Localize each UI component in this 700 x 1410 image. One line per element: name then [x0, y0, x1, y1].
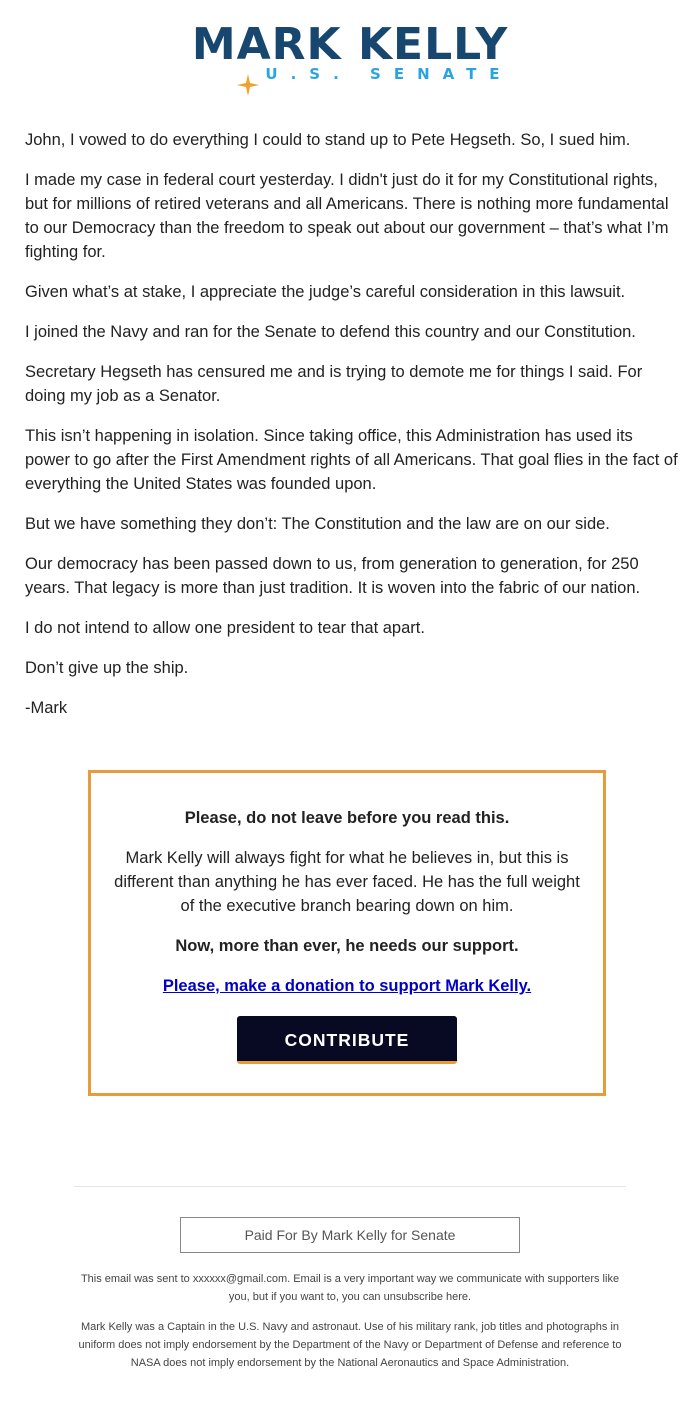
footer-divider — [74, 1186, 626, 1187]
star-icon — [237, 74, 259, 96]
letter-paragraph: Don’t give up the ship. — [25, 659, 189, 677]
endorsement-disclaimer: Mark Kelly was a Captain in the U.S. Navy and astronaut. Use of his military rank, job titles and photographs in uniform does not imply endorsement by the Department of the Navy or Department of Defense and reference to NASA does not imply endorsement by the National Aeronautics and Space Administration. — [78, 1321, 622, 1369]
email-notice-prefix: This email was sent to — [80, 1273, 193, 1285]
callout-paragraph: Mark Kelly will always fight for what he believes in, but this is different than anything he has ever faced. He has the full weight of the executive branch bearing down on him. — [114, 849, 580, 915]
letter-paragraph: Secretary Hegseth has censured me and is trying to demote me for things I said. For doing my job as a Senator. — [25, 363, 643, 405]
paid-for-disclaimer: Paid For By Mark Kelly for Senate — [180, 1217, 520, 1253]
callout-headline: Please, do not leave before you read this. — [184, 809, 510, 827]
logo-wordmark: MARK KELLY — [191, 19, 509, 70]
letter-paragraph: But we have something they don’t: The Constitution and the law are on our side. — [25, 515, 610, 533]
callout-support-text: Now, more than ever, he needs our support. — [175, 937, 519, 955]
contribute-button[interactable]: CONTRIBUTE — [237, 1016, 457, 1064]
letter-paragraph: I made my case in federal court yesterday. I didn't just do it for my Constitutional rights, but for millions of retired veterans and all Americans. There is nothing more fundamental to our Democracy than the freedom to speak out about our government – that’s what I’m fighting for. — [25, 171, 669, 261]
letter-paragraph: Our democracy has been passed down to us, from generation to generation, for 250 years. That legacy is more than just tradition. It is woven into the fabric of our nation. — [25, 555, 641, 597]
letter-paragraph: I joined the Navy and ran for the Senate to defend this country and our Constitution. — [25, 323, 636, 341]
email-notice — [70, 1270, 630, 1306]
donation-callout — [88, 770, 606, 1096]
campaign-logo — [0, 19, 700, 83]
logo-subtitle: U.S. SENATE — [265, 65, 513, 83]
letter-paragraph: John, I vowed to do everything I could to stand up to Pete Hegseth. So, I sued him. — [25, 131, 631, 149]
email-notice-end: . — [468, 1291, 472, 1303]
email-notice-suffix: . Email is a very important way we communicate with supporters like you, but if you want to, you can — [228, 1273, 620, 1303]
letter-paragraph: I do not intend to allow one president to tear that apart. — [25, 619, 425, 637]
letter-paragraph: Given what’s at stake, I appreciate the judge’s careful consideration in this lawsuit. — [25, 283, 626, 301]
letter-paragraph: This isn’t happening in isolation. Since taking office, this Administration has used its power to go after the First Amendment rights of all Americans. That goal flies in the fact of everything the United States was founded upon. — [25, 427, 678, 493]
letter-signature: -Mark — [25, 699, 68, 717]
unsubscribe-link[interactable]: unsubscribe here — [383, 1291, 469, 1303]
letter-body — [25, 128, 680, 736]
donate-link[interactable]: Please, make a donation to support Mark Kelly. — [162, 977, 532, 995]
recipient-email: xxxxxx@gmail.com — [192, 1273, 288, 1285]
